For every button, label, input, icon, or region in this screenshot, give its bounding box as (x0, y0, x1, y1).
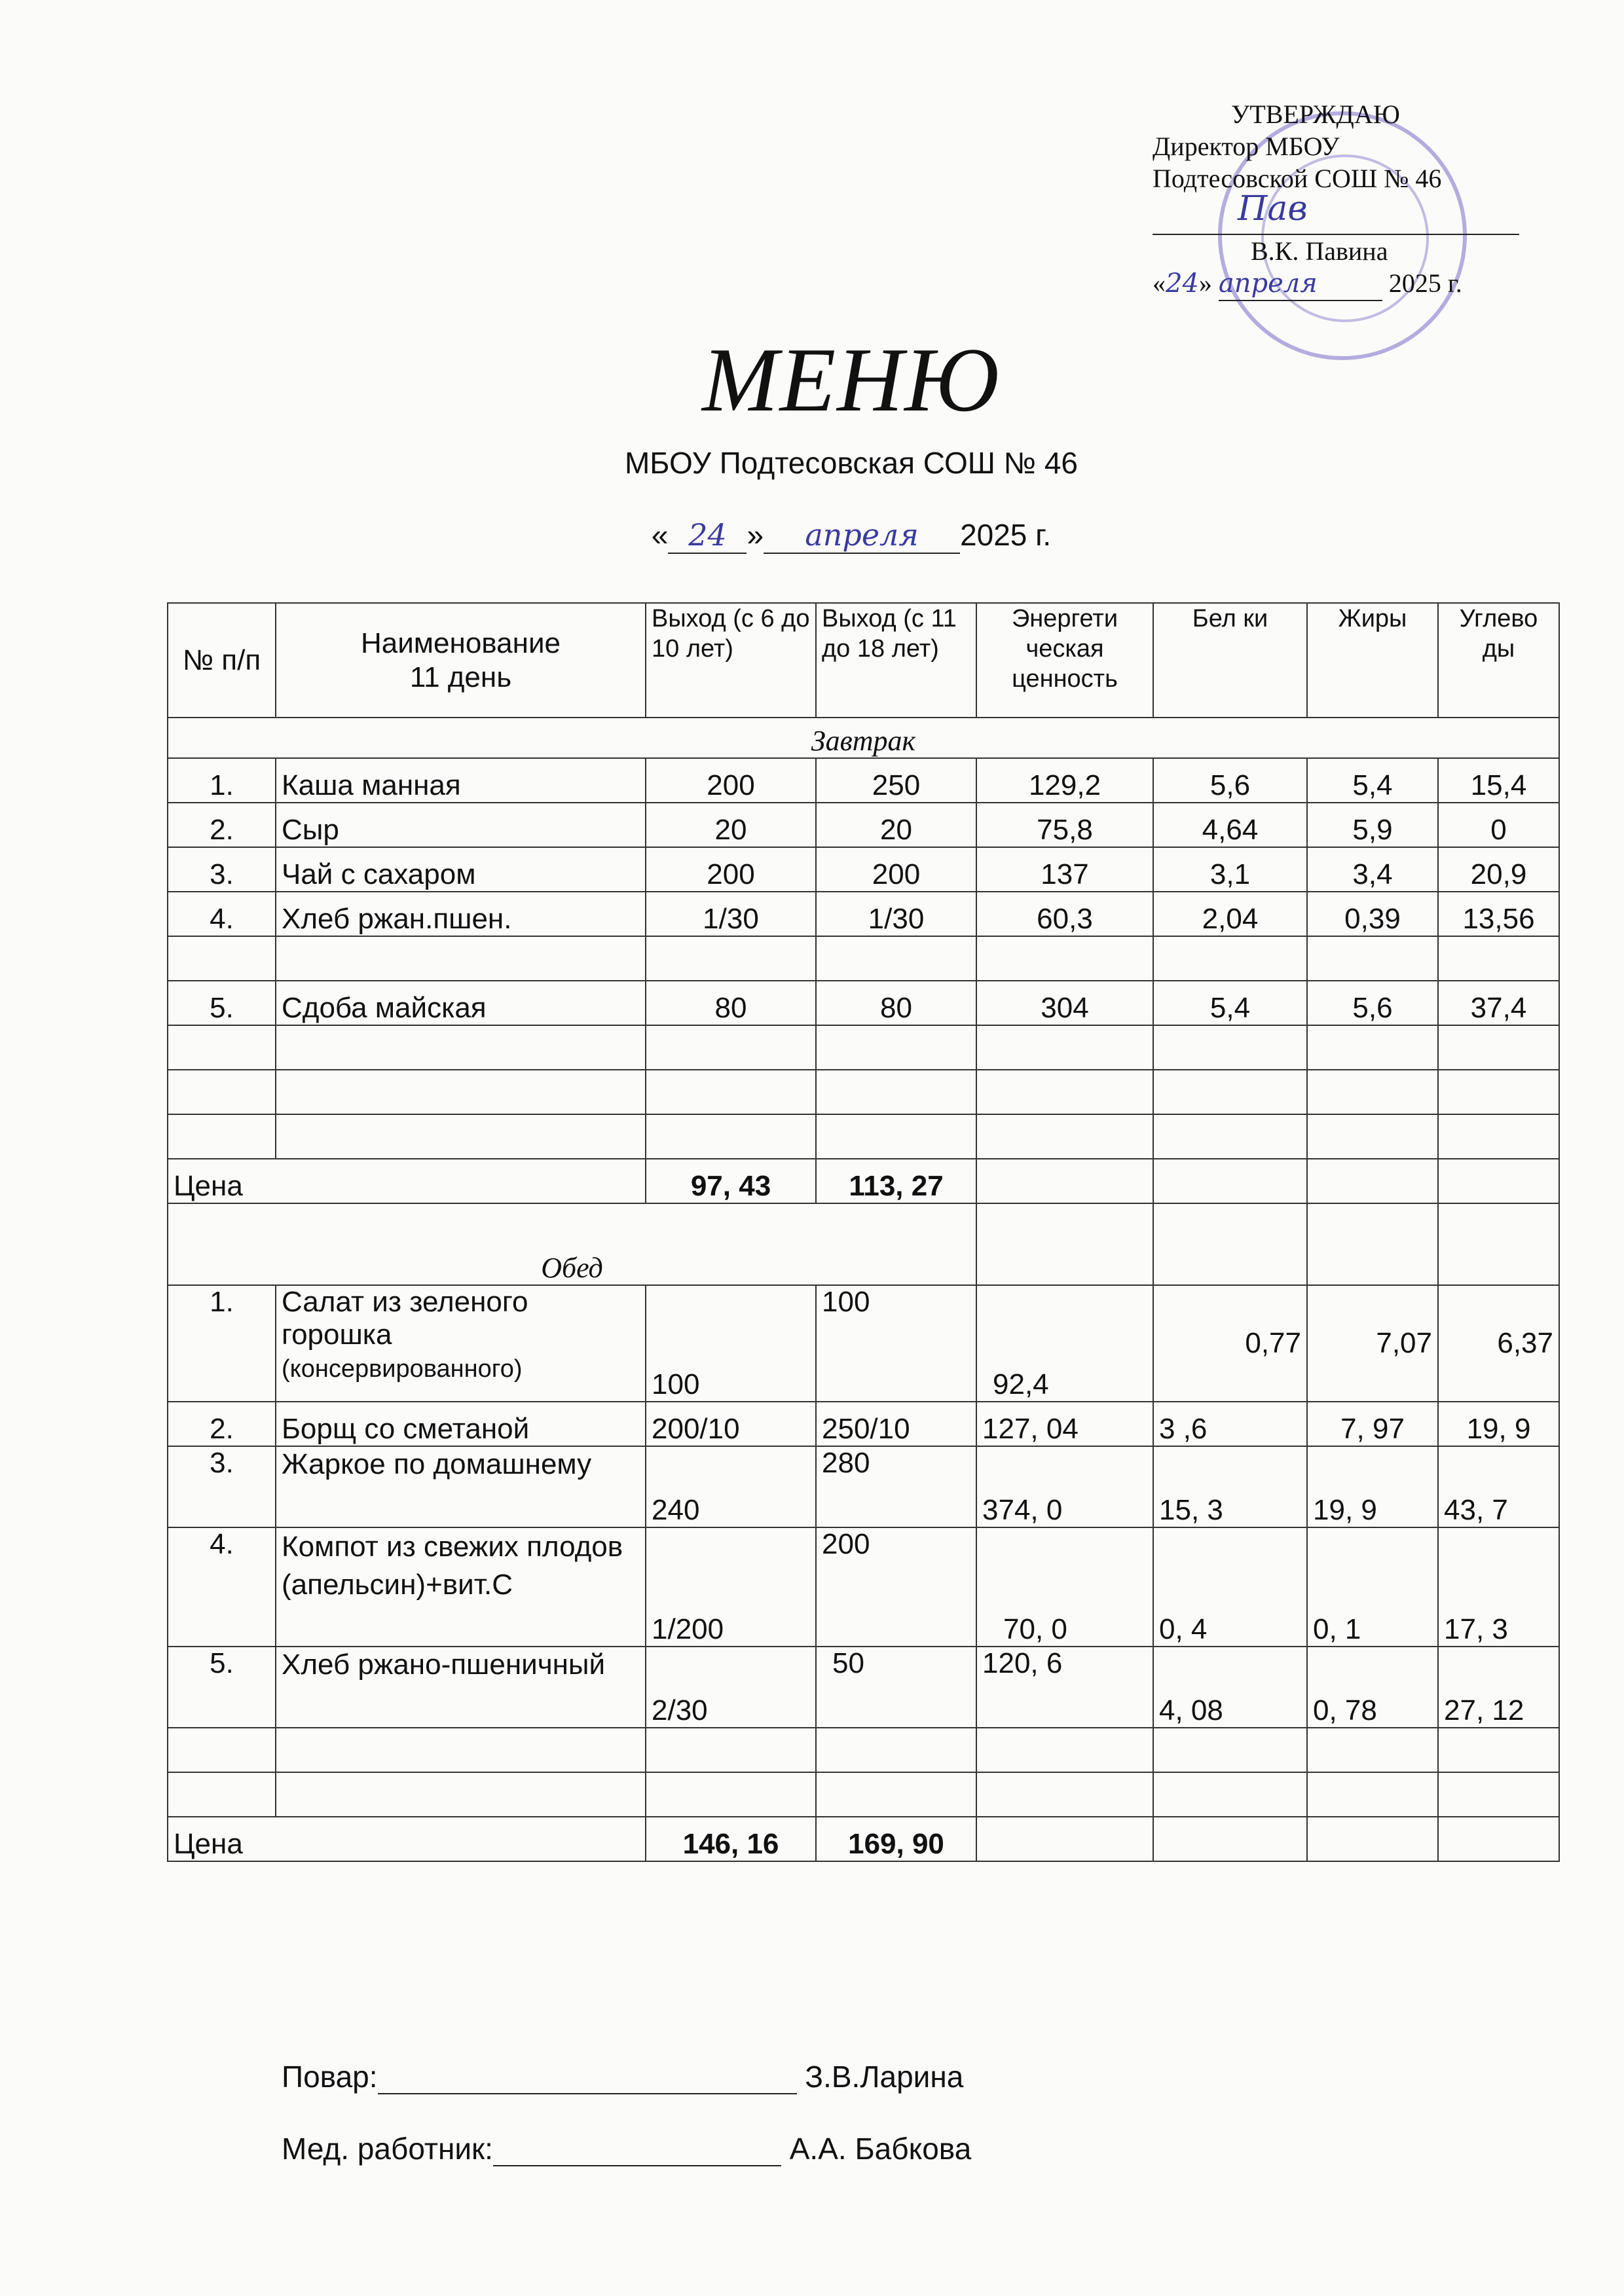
cell-num: 2. (168, 1402, 276, 1446)
approval-position: Директор МБОУ (1153, 132, 1340, 161)
cell-output-1: 200/10 (646, 1402, 816, 1446)
date-year: 2025 г. (960, 518, 1052, 552)
director-signature: Пав (1238, 189, 1308, 228)
approval-date-open: « (1153, 268, 1166, 298)
cell-output-2: 250/10 (816, 1402, 976, 1446)
cell-num: 1. (168, 758, 276, 803)
table-row (168, 1527, 1559, 1647)
table-row (168, 981, 1559, 1025)
cell-name: Сдоба майская (276, 981, 646, 1025)
cell-output-1: 200 (646, 758, 816, 803)
cell-fat: 0,39 (1307, 892, 1438, 936)
cell-name: Хлеб ржано-пшеничный (276, 1647, 646, 1728)
breakfast-price-row (168, 1159, 1559, 1203)
cell-energy: 137 (976, 847, 1153, 892)
header-carbs: Углево ды (1438, 603, 1559, 718)
empty-row (168, 1772, 1559, 1817)
lunch-price-6-10: 146, 16 (646, 1817, 816, 1861)
empty-row (168, 936, 1559, 981)
cell-carbs: 0 (1438, 803, 1559, 847)
header-fat: Жиры (1307, 603, 1438, 718)
menu-table (167, 602, 1560, 1862)
cell-output-2: 20 (816, 803, 976, 847)
cell-fat: 7,07 (1307, 1285, 1438, 1402)
approval-signature-line (1153, 189, 1519, 235)
page-title: МЕНЮ (702, 329, 1001, 431)
lunch-section-row (168, 1203, 1559, 1285)
empty-row (168, 1025, 1559, 1070)
header-energy: Энергети ческая ценность (976, 603, 1153, 718)
header-num: № п/п (168, 603, 276, 718)
cell-num: 3. (168, 1446, 276, 1527)
cell-num: 4. (168, 1527, 276, 1647)
table-row (168, 1402, 1559, 1446)
cell-num: 4. (168, 892, 276, 936)
cell-energy: 304 (976, 981, 1153, 1025)
header-output-6-10: Выход (с 6 до 10 лет) (646, 603, 816, 718)
cell-num: 2. (168, 803, 276, 847)
cell-output-2: 1/30 (816, 892, 976, 936)
cell-output-2: 200 (816, 1527, 976, 1647)
cell-carbs: 15,4 (1438, 758, 1559, 803)
cell-energy: 92,4 (976, 1285, 1153, 1402)
cell-name: Хлеб ржан.пшен. (276, 892, 646, 936)
cook-name: З.В.Ларина (805, 2060, 964, 2094)
approval-block (1153, 98, 1545, 301)
cell-carbs: 6,37 (1438, 1285, 1559, 1402)
cell-energy: 374, 0 (976, 1446, 1153, 1527)
cell-name: Чай с сахаром (276, 847, 646, 892)
cell-name-note: (консервированного) (282, 1355, 523, 1383)
cell-name: Сыр (276, 803, 646, 847)
table-row (168, 892, 1559, 936)
cook-signature-line (378, 2063, 797, 2094)
header-name (276, 603, 646, 718)
breakfast-section-row (168, 718, 1559, 758)
cell-output-1: 240 (646, 1446, 816, 1527)
cell-protein: 4,64 (1153, 803, 1307, 847)
medic-signature-line (493, 2135, 781, 2166)
breakfast-label: Завтрак (168, 718, 1559, 758)
cell-output-1: 200 (646, 847, 816, 892)
table-row (168, 847, 1559, 892)
cell-num: 5. (168, 1647, 276, 1728)
cook-signature (282, 2059, 963, 2094)
cell-fat: 5,6 (1307, 981, 1438, 1025)
cell-protein: 2,04 (1153, 892, 1307, 936)
cell-carbs: 13,56 (1438, 892, 1559, 936)
approval-day: 24 (1166, 268, 1199, 299)
cell-num: 1. (168, 1285, 276, 1402)
cell-num: 3. (168, 847, 276, 892)
cell-protein: 0,77 (1153, 1285, 1307, 1402)
cell-fat: 19, 9 (1307, 1446, 1438, 1527)
medic-label: Мед. работник: (282, 2132, 493, 2166)
cell-carbs: 43, 7 (1438, 1446, 1559, 1527)
menu-date (0, 517, 1624, 554)
cell-carbs: 20,9 (1438, 847, 1559, 892)
lunch-price-row (168, 1817, 1559, 1861)
date-day: 24 (668, 517, 747, 554)
cell-protein: 5,4 (1153, 981, 1307, 1025)
cell-energy: 70, 0 (976, 1527, 1153, 1647)
header-output-11-18: Выход (с 11 до 18 лет) (816, 603, 976, 718)
approval-heading: УТВЕРЖДАЮ (1231, 100, 1400, 129)
cell-carbs: 37,4 (1438, 981, 1559, 1025)
date-open: « (651, 518, 669, 552)
table-row (168, 758, 1559, 803)
cell-protein: 0, 4 (1153, 1527, 1307, 1647)
cell-output-1: 80 (646, 981, 816, 1025)
table-header-row (168, 603, 1559, 718)
header-name-line1: Наименование (360, 627, 561, 659)
cell-name: Компот из свежих плодов (апельсин)+вит.С (276, 1527, 646, 1647)
approval-year: 2025 г. (1388, 268, 1462, 298)
lunch-label: Обед (168, 1203, 976, 1285)
cell-energy: 60,3 (976, 892, 1153, 936)
cell-carbs: 17, 3 (1438, 1527, 1559, 1647)
cell-output-2: 280 (816, 1446, 976, 1527)
cell-output-1: 20 (646, 803, 816, 847)
cell-fat: 7, 97 (1307, 1402, 1438, 1446)
cell-energy: 129,2 (976, 758, 1153, 803)
table-row (168, 1285, 1559, 1402)
cell-fat: 5,9 (1307, 803, 1438, 847)
cell-protein: 3 ,6 (1153, 1402, 1307, 1446)
cell-output-1: 100 (646, 1285, 816, 1402)
breakfast-price-11-18: 113, 27 (816, 1159, 976, 1203)
date-month: апреля (764, 517, 960, 554)
empty-row (168, 1070, 1559, 1114)
cell-output-1: 1/200 (646, 1527, 816, 1647)
cell-fat: 3,4 (1307, 847, 1438, 892)
table-row (168, 1647, 1559, 1728)
cell-output-2: 200 (816, 847, 976, 892)
lunch-price-11-18: 169, 90 (816, 1817, 976, 1861)
cell-output-1: 1/30 (646, 892, 816, 936)
cell-carbs: 27, 12 (1438, 1647, 1559, 1728)
medic-signature (282, 2131, 971, 2166)
cell-protein: 4, 08 (1153, 1647, 1307, 1728)
cell-fat: 0, 1 (1307, 1527, 1438, 1647)
cell-name: Жаркое по домашнему (276, 1446, 646, 1527)
cell-num: 5. (168, 981, 276, 1025)
header-name-line2: 11 день (409, 661, 512, 693)
header-protein: Бел ки (1153, 603, 1307, 718)
approval-month: апреля (1219, 268, 1382, 301)
cell-fat: 5,4 (1307, 758, 1438, 803)
empty-row (168, 1114, 1559, 1159)
table-row (168, 1446, 1559, 1527)
cell-carbs: 19, 9 (1438, 1402, 1559, 1446)
cell-energy: 75,8 (976, 803, 1153, 847)
medic-name: А.А. Бабкова (789, 2132, 972, 2166)
price-label: Цена (168, 1159, 646, 1203)
cell-energy: 120, 6 (976, 1647, 1153, 1728)
cell-fat: 0, 78 (1307, 1647, 1438, 1728)
breakfast-price-6-10: 97, 43 (646, 1159, 816, 1203)
cell-name (276, 1285, 646, 1402)
cell-name-main: Салат из зеленого горошка (282, 1286, 528, 1351)
cell-output-2: 250 (816, 758, 976, 803)
cell-protein: 3,1 (1153, 847, 1307, 892)
cell-energy: 127, 04 (976, 1402, 1153, 1446)
cell-name: Борщ со сметаной (276, 1402, 646, 1446)
price-label: Цена (168, 1817, 646, 1861)
cell-output-2: 80 (816, 981, 976, 1025)
cell-name: Каша манная (276, 758, 646, 803)
cell-output-2: 50 (816, 1647, 976, 1728)
empty-row (168, 1728, 1559, 1772)
approval-name: В.К. Павина (1251, 236, 1388, 266)
approval-date (1153, 267, 1545, 301)
school-name: МБОУ Подтесовская СОШ № 46 (624, 446, 1079, 480)
table-row (168, 803, 1559, 847)
date-close: » (747, 518, 764, 552)
approval-date-close: » (1198, 268, 1212, 298)
cell-output-2: 100 (816, 1285, 976, 1402)
cell-protein: 15, 3 (1153, 1446, 1307, 1527)
cell-output-1: 2/30 (646, 1647, 816, 1728)
cell-protein: 5,6 (1153, 758, 1307, 803)
cook-label: Повар: (282, 2060, 378, 2094)
approval-school: Подтесовской СОШ № 46 (1153, 164, 1442, 193)
